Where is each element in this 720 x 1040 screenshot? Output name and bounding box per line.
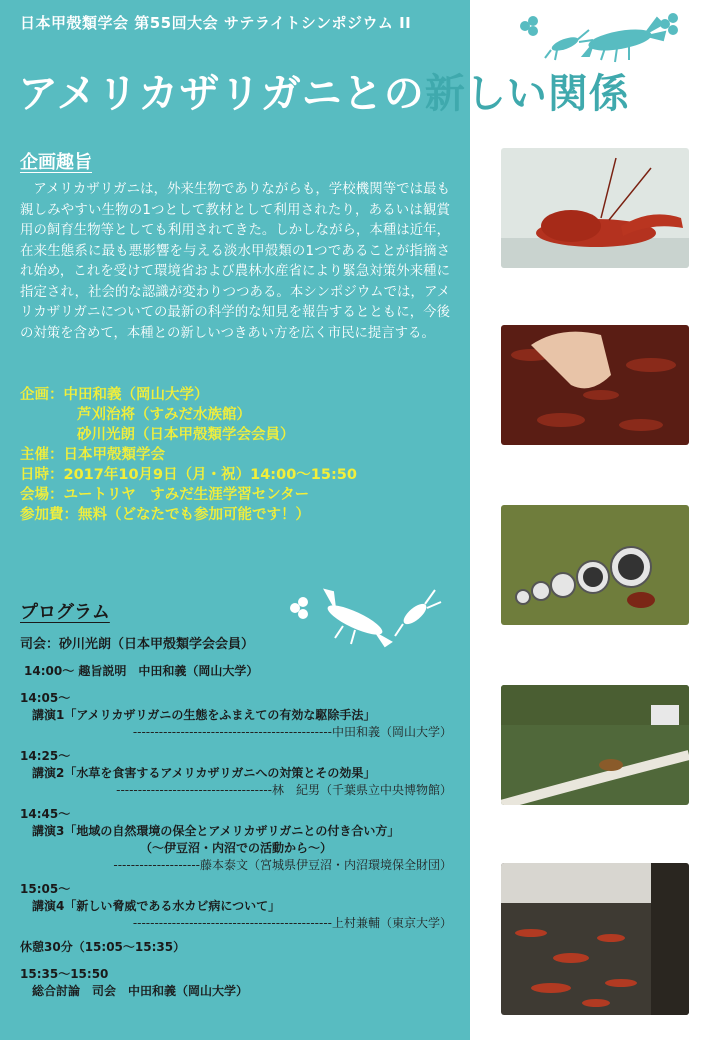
venue: 会場：ユートリヤ すみだ生涯学習センター bbox=[20, 487, 310, 503]
talk-time: 14:05〜 bbox=[20, 691, 71, 705]
photo-pond-with-rope bbox=[501, 685, 689, 805]
photo-trap-pipes bbox=[501, 505, 689, 625]
talk-time: 14:25〜 bbox=[20, 749, 71, 763]
talk-speaker: ----------------------------------------------中田和義（岡山大学） bbox=[132, 725, 452, 739]
talk-subtitle: （〜伊豆沼・内沼での活動から〜） bbox=[140, 841, 333, 855]
purpose-text: アメリカザリガニは，外来生物でありながらも，学校機関等では最も親しみやすい生物の1つとして教材として利用されたり，あるいは観賞用の飼育生物等としても利用されてきた。しかしながら，本種は近年，在来生態系に最も悪影響を与える淡水甲殻類の1つであることが指摘され始め，これを受けて環境省および農林水産省により緊急対策外来種に指定され，社会的な認識が変わりつつある。本シンポジウムでは，アメリカザリガニについての最新の科学的な知見を報告するとともに，今後の対策を含めて，本種との新しいつきあい方を広く市民に提言する。 bbox=[20, 182, 450, 341]
photo-crayfish-in-tank bbox=[501, 148, 689, 268]
program-heading: プログラム bbox=[20, 602, 110, 623]
event-header: 日本甲殻類学会 第55回大会 サテライトシンポジウム II bbox=[20, 14, 412, 32]
talk-time: 15:05〜 bbox=[20, 882, 71, 896]
date: 日時：2017年10月9日（月・祝）14:00〜15:50 bbox=[20, 467, 357, 483]
break: 休憩30分（15:05〜15:35） bbox=[20, 940, 186, 954]
event-info bbox=[20, 385, 460, 525]
crayfish-decoration-top-icon bbox=[505, 6, 715, 66]
discussion-slot bbox=[20, 965, 460, 999]
discussion-text: 総合討論 司会 中田和義（岡山大学） bbox=[32, 984, 249, 998]
talk-title: 講演2「水草を食害するアメリカザリガニへの対策とその効果」 bbox=[32, 766, 376, 780]
discussion-time: 15:35〜15:50 bbox=[20, 967, 109, 981]
organizer-2: 芦刈治将（すみだ水族館） bbox=[77, 407, 251, 423]
program-list bbox=[20, 633, 460, 1006]
photo-hand-with-crayfish bbox=[501, 325, 689, 445]
talk-1 bbox=[20, 689, 460, 740]
talk-title: 講演3「地域の自然環境の保全とアメリカザリガニとの付き合い方」 bbox=[32, 824, 400, 838]
organizer-1: 企画：中田和義（岡山大学） bbox=[20, 387, 209, 403]
host: 主催：日本甲殻類学会 bbox=[20, 447, 165, 463]
talk-speaker: --------------------藤本泰文（宮城県伊豆沼・内沼環境保全財団） bbox=[113, 858, 452, 872]
title-part-2: 新しい関係 bbox=[424, 71, 630, 117]
talk-speaker: ----------------------------------------------上村兼輔（東京大学） bbox=[132, 916, 452, 930]
purpose-heading: 企画趣旨 bbox=[20, 152, 92, 173]
organizer-3: 砂川光朗（日本甲殻類学会会員） bbox=[77, 427, 295, 443]
talk-speaker: ------------------------------------林 紀男（千葉県立中央博物館） bbox=[116, 783, 452, 797]
page-title bbox=[18, 62, 630, 119]
talk-title: 講演1「アメリカザリガニの生態をふまえての有効な駆除手法」 bbox=[32, 708, 376, 722]
talk-4 bbox=[20, 880, 460, 931]
talk-title: 講演4「新しい脅威である水カビ病について」 bbox=[32, 899, 281, 913]
talk-2 bbox=[20, 747, 460, 798]
photo-crayfish-in-drain bbox=[501, 863, 689, 1015]
talk-3 bbox=[20, 805, 460, 873]
title-part-1: アメリカザリガニとの bbox=[18, 71, 425, 117]
fee: 参加費：無料（どなたでも参加可能です！） bbox=[20, 507, 310, 523]
talk-time: 14:45〜 bbox=[20, 807, 71, 821]
opening: 14:00〜 趣旨説明 中田和義（岡山大学） bbox=[24, 664, 259, 678]
program-chair: 司会：砂川光朗（日本甲殻類学会会員） bbox=[20, 637, 255, 652]
